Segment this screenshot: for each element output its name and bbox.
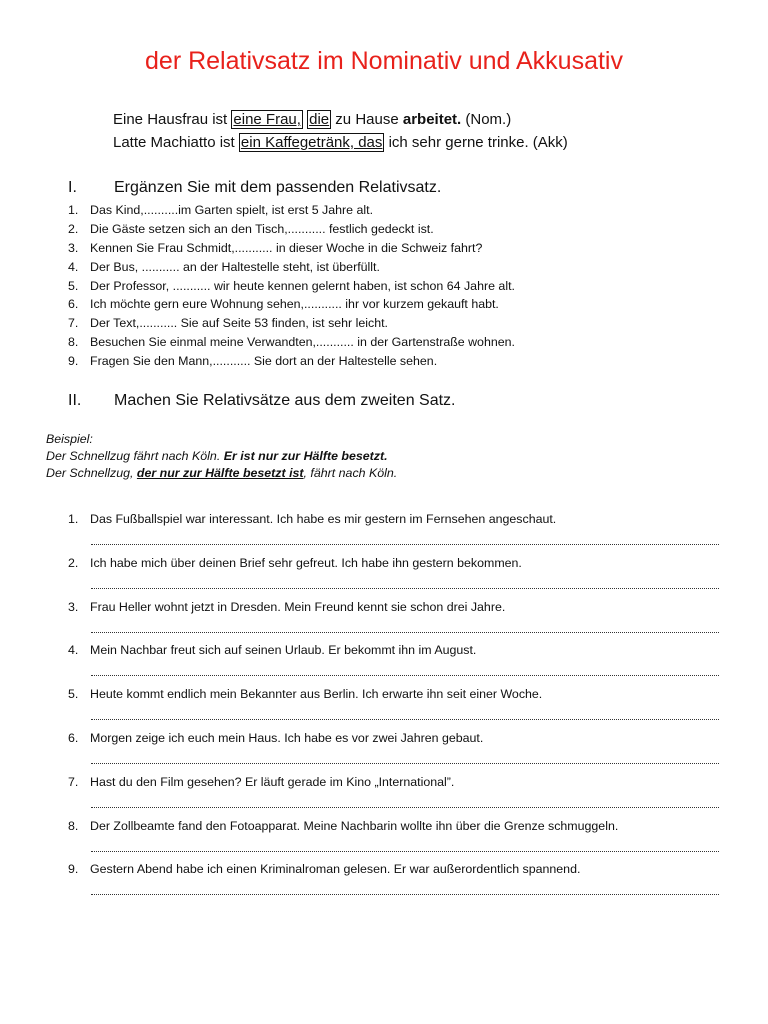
item-text: Besuchen Sie einmal meine Verwandten,........... in der Gartenstraße wohnen.: [90, 335, 515, 350]
section-number: I.: [68, 179, 77, 196]
answer-line[interactable]: [91, 851, 719, 852]
answer-line[interactable]: [91, 719, 719, 720]
item-text: Der Bus, ........... an der Haltestelle steht, ist überfüllt.: [90, 259, 380, 274]
item-text: Ich habe mich über deinen Brief sehr gefreut. Ich habe ihn gestern bekommen.: [90, 555, 522, 570]
item-text: Der Professor, ........... wir heute kennen gelernt haben, ist schon 64 Jahre alt.: [90, 278, 515, 293]
item-number: 4.: [68, 259, 79, 274]
item-text: Morgen zeige ich euch mein Haus. Ich habe es vor zwei Jahren gebaut.: [90, 730, 484, 745]
beispiel-line-2: [46, 465, 397, 482]
example-case-note: (Nom.): [461, 111, 512, 128]
example-text: Eine Hausfrau ist: [113, 111, 232, 128]
item-text: Der Text,........... Sie auf Seite 53 finden, ist sehr leicht.: [90, 316, 388, 331]
item-number: 1.: [68, 512, 79, 526]
boxed-noun-relative: ein Kaffegetränk, das: [240, 134, 383, 151]
item-number: 7.: [68, 316, 79, 331]
item-number: 3.: [68, 240, 79, 255]
page-title: der Relativsatz im Nominativ und Akkusativ: [145, 47, 623, 75]
beispiel-second-sentence: Er ist nur zur Hälfte besetzt.: [223, 449, 388, 463]
answer-line[interactable]: [91, 632, 719, 633]
answer-line[interactable]: [91, 588, 719, 589]
item-text: Ich möchte gern eure Wohnung sehen,........... ihr vor kurzem gekauft habt.: [90, 297, 499, 312]
item-text: Heute kommt endlich mein Bekannter aus Berlin. Ich erwarte ihn seit einer Woche.: [90, 687, 543, 702]
item-number: 5.: [68, 278, 79, 293]
task-item: [68, 685, 723, 729]
item-number: 8.: [68, 335, 79, 350]
item-number: 7.: [68, 774, 79, 789]
item-text: Fragen Sie den Mann,........... Sie dort an der Haltestelle sehen.: [90, 354, 438, 369]
item-number: 5.: [68, 687, 79, 702]
task-item: [68, 860, 723, 904]
example-text: zu Hause: [331, 111, 403, 128]
beispiel-text: , fährt nach Köln.: [303, 466, 398, 480]
answer-line[interactable]: [91, 675, 719, 676]
boxed-relative-pronoun: die: [309, 111, 330, 128]
section-number: II.: [68, 392, 82, 409]
section-title: Ergänzen Sie mit dem passenden Relativsatz.: [114, 179, 442, 196]
beispiel-relative-clause: der nur zur Hälfte besetzt ist: [136, 466, 304, 480]
boxed-noun: eine Frau,: [233, 111, 301, 128]
item-text: Das Kind,..........im Garten spielt, ist erst 5 Jahre alt.: [90, 203, 374, 217]
task-item: [68, 773, 723, 817]
section-title: Machen Sie Relativsätze aus dem zweiten Satz.: [114, 392, 456, 409]
item-text: Das Fußballspiel war interessant. Ich habe es mir gestern im Fernsehen angeschaut.: [90, 512, 557, 526]
task-item: [68, 554, 723, 598]
answer-line[interactable]: [91, 763, 719, 764]
item-text: Kennen Sie Frau Schmidt,........... in dieser Woche in die Schweiz fahrt?: [90, 240, 483, 255]
item-text: Gestern Abend habe ich einen Kriminalroman gelesen. Er war außerordentlich spannend.: [90, 862, 581, 877]
example-verb: arbeitet.: [402, 111, 462, 128]
answer-line[interactable]: [91, 544, 719, 545]
answer-line[interactable]: [91, 807, 719, 808]
item-number: 9.: [68, 354, 79, 369]
item-number: 6.: [68, 297, 79, 312]
beispiel-block: [46, 431, 397, 482]
beispiel-label: Beispiel:: [46, 432, 93, 446]
example-akkusativ: [113, 133, 568, 153]
answer-line[interactable]: [91, 894, 719, 895]
task-item: [68, 729, 723, 773]
item-number: 3.: [68, 599, 79, 614]
item-text: Hast du den Film gesehen? Er läuft gerade im Kino „International”.: [90, 774, 455, 789]
beispiel-text: Der Schnellzug,: [46, 466, 137, 480]
item-text: Frau Heller wohnt jetzt in Dresden. Mein Freund kennt sie schon drei Jahre.: [90, 599, 506, 614]
exercise-list-2: [68, 510, 723, 904]
item-text: Die Gäste setzen sich an den Tisch,........... festlich gedeckt ist.: [90, 221, 434, 236]
task-item: [68, 641, 723, 685]
item-number: 4.: [68, 643, 79, 658]
item-number: 2.: [68, 221, 79, 236]
item-number: 2.: [68, 555, 79, 570]
item-number: 9.: [68, 862, 79, 877]
item-number: 6.: [68, 730, 79, 745]
item-text: Mein Nachbar freut sich auf seinen Urlaub. Er bekommt ihn im August.: [90, 643, 477, 658]
task-item: [68, 510, 723, 554]
task-item: [68, 598, 723, 642]
item-number: 8.: [68, 818, 79, 833]
beispiel-text: Der Schnellzug fährt nach Köln.: [46, 449, 224, 463]
example-case-note: ich sehr gerne trinke. (Akk): [384, 134, 568, 151]
item-text: Der Zollbeamte fand den Fotoapparat. Meine Nachbarin wollte ihn über die Grenze schmuggeln.: [90, 818, 619, 833]
item-number: 1.: [68, 203, 79, 217]
example-nominativ: [113, 110, 511, 130]
example-text: Latte Machiatto ist: [113, 134, 239, 151]
task-item: [68, 817, 723, 861]
beispiel-line-1: [46, 448, 397, 465]
